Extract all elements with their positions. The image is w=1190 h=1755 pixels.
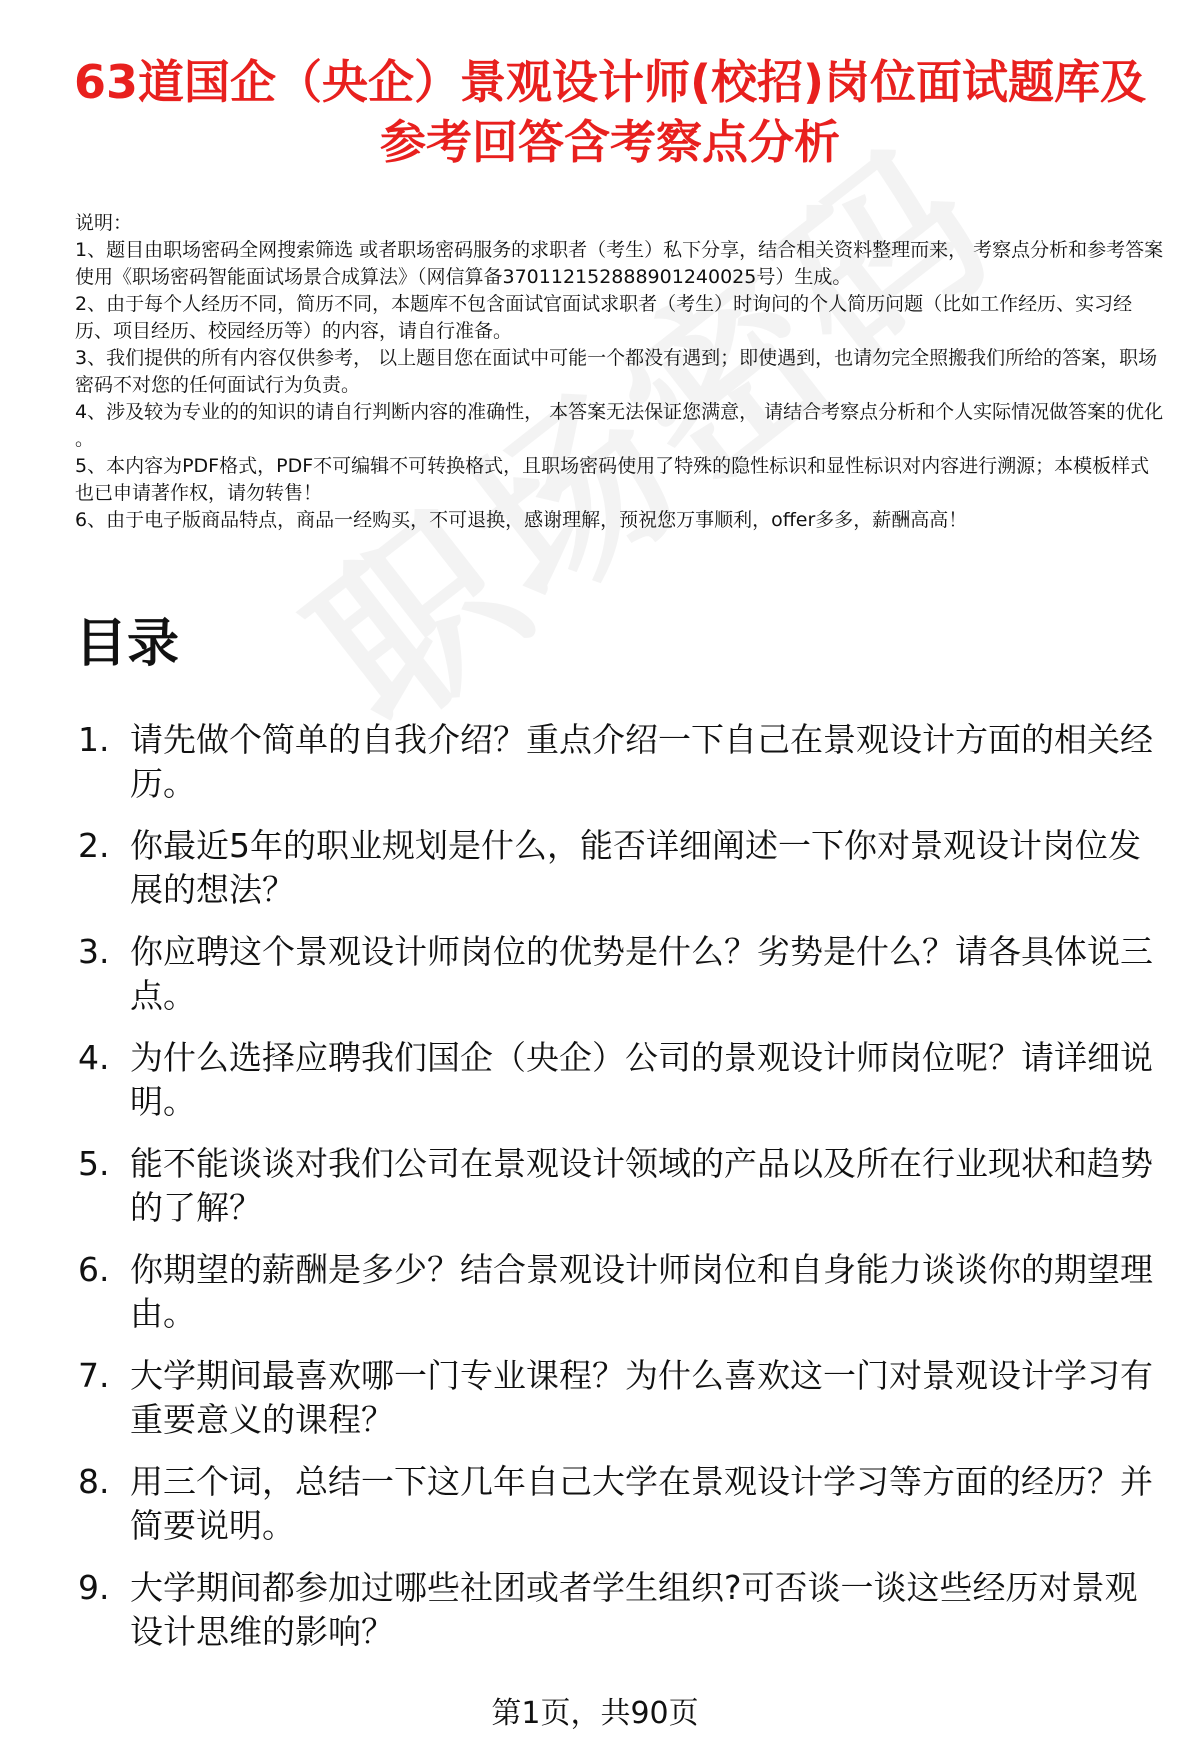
toc-item-number: 2. [78, 826, 110, 865]
note-item: 3、我们提供的所有内容仅供参考， 以上题目您在面试中可能一个都没有遇到；即使遇到，也请勿完全照搬我们所给的答案，职场密码不对您的任何面试行为负责。 [75, 347, 1158, 396]
toc-item-text: 能不能谈谈对我们公司在景观设计领域的产品以及所在行业现状和趋势的了解？ [130, 1144, 1153, 1227]
toc-item-text: 用三个词，总结一下这几年自己大学在景观设计学习等方面的经历？并简要说明。 [130, 1462, 1153, 1545]
toc-item-number: 7. [78, 1356, 110, 1395]
toc-item-number: 4. [78, 1038, 110, 1077]
toc-item-text: 大学期间都参加过哪些社团或者学生组织?可否谈一谈这些经历对景观设计思维的影响？ [130, 1568, 1138, 1651]
toc-item[interactable] [78, 824, 1168, 912]
toc-item-text: 你最近5年的职业规划是什么，能否详细阐述一下你对景观设计岗位发展的想法？ [130, 826, 1141, 909]
toc-item[interactable] [78, 1460, 1168, 1548]
toc-item-text: 为什么选择应聘我们国企（央企）公司的景观设计师岗位呢？请详细说明。 [130, 1038, 1153, 1121]
toc-item-number: 3. [78, 932, 110, 971]
toc-item-number: 1. [78, 720, 110, 759]
note-item: 6、由于电子版商品特点，商品一经购买，不可退换，感谢理解，预祝您万事顺利，offer多多，薪酬高高！ [75, 509, 968, 531]
toc-item[interactable] [78, 718, 1168, 806]
toc-list [78, 718, 1168, 1672]
toc-item-text: 你应聘这个景观设计师岗位的优势是什么？劣势是什么？请各具体说三点。 [130, 932, 1153, 1015]
note-item: 5、本内容为PDF格式，PDF不可编辑不可转换格式，且职场密码使用了特殊的隐性标识和显性标识对内容进行溯源；本模板样式也已申请著作权，请勿转售！ [75, 455, 1150, 504]
toc-item[interactable] [78, 1354, 1168, 1442]
toc-item[interactable] [78, 930, 1168, 1018]
toc-item-number: 8. [78, 1462, 110, 1501]
notes-section [75, 210, 1165, 534]
document-title: 63道国企（央企）景观设计师(校招)岗位面试题库及参考回答含考察点分析 [73, 55, 1147, 169]
toc-item-number: 9. [78, 1568, 110, 1607]
toc-item-text: 大学期间最喜欢哪一门专业课程？为什么喜欢这一门对景观设计学习有重要意义的课程？ [130, 1356, 1153, 1439]
page-footer: 第1页，共90页 [491, 1696, 699, 1731]
note-item: 1、题目由职场密码全网搜索筛选 或者职场密码服务的求职者（考生）私下分享，结合相关资料整理而来， 考察点分析和参考答案使用《职场密码智能面试场景合成算法》（网信算备370112152888901240025号）生成。 [75, 239, 1164, 288]
toc-item[interactable] [78, 1248, 1168, 1336]
toc-item[interactable] [78, 1142, 1168, 1230]
toc-item[interactable] [78, 1036, 1168, 1124]
note-item: 4、涉及较为专业的的知识的请自行判断内容的准确性， 本答案无法保证您满意， 请结合考察点分析和个人实际情况做答案的优化 。 [75, 401, 1164, 450]
note-item: 2、由于每个人经历不同，简历不同，本题库不包含面试官面试求职者（考生）时询问的个人简历问题（比如工作经历、实习经历、项目经历、校园经历等）的内容，请自行准备。 [75, 293, 1133, 342]
toc-item-number: 6. [78, 1250, 110, 1289]
toc-item[interactable] [78, 1566, 1168, 1654]
toc-item-text: 请先做个简单的自我介绍？重点介绍一下自己在景观设计方面的相关经历。 [130, 720, 1153, 803]
notes-heading: 说明： [75, 212, 133, 234]
toc-heading: 目录 [75, 614, 180, 674]
toc-item-text: 你期望的薪酬是多少？结合景观设计师岗位和自身能力谈谈你的期望理由。 [130, 1250, 1153, 1333]
toc-item-number: 5. [78, 1144, 110, 1183]
